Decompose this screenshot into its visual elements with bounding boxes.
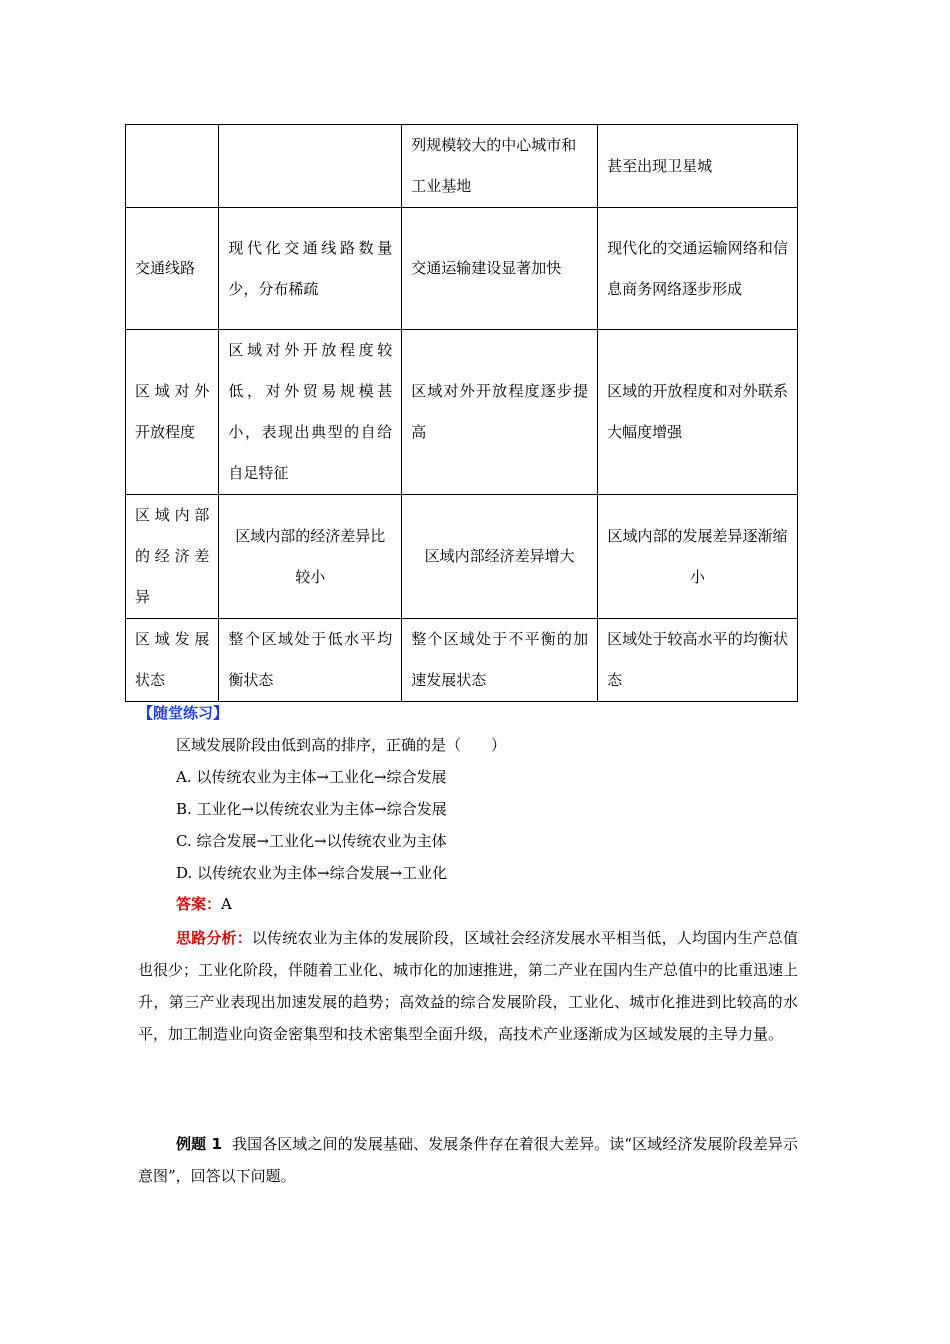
option-a: A. 以传统农业为主体→工业化→综合发展 xyxy=(176,768,447,786)
analysis-text: 以传统农业为主体的发展阶段，区域社会经济发展水平相当低，人均国内生产总值也很少；工业化阶段，伴随着工业化、城市化的加速推进，第二产业在国内生产总值中的比重迅速上升，第三产业表现出加速发展的趋势；高效益的综合发展阶段，工业化、城市化推进到比较高的水平，加工制造业向资金密集型和技术密集型全面升级，高技术产业逐渐成为区域发展的主导力量。 xyxy=(138,929,799,1043)
table-cell: 甚至出现卫星城 xyxy=(598,125,798,208)
table-cell: 现代化交通线路数量少，分布稀疏 xyxy=(219,208,402,330)
table-cell: 区域处于较高水平的均衡状态 xyxy=(598,619,798,702)
table-cell xyxy=(126,125,219,208)
analysis-label: 思路分析： xyxy=(176,929,252,947)
table-cell: 区域内部的经济差异比较小 xyxy=(219,495,402,619)
table-cell: 交通线路 xyxy=(126,208,219,330)
table-cell: 区域内部经济差异增大 xyxy=(402,495,598,619)
answer-label: 答案： xyxy=(176,895,222,913)
table-cell xyxy=(219,125,402,208)
table-cell: 区域的开放程度和对外联系大幅度增强 xyxy=(598,330,798,495)
table-cell: 区域发展状态 xyxy=(126,619,219,702)
example-paragraph xyxy=(138,1128,798,1192)
option-b: B. 工业化→以传统农业为主体→综合发展 xyxy=(176,800,447,818)
table-row xyxy=(126,495,798,619)
table-cell: 整个区域处于不平衡的加速发展状态 xyxy=(402,619,598,702)
table-row xyxy=(126,330,798,495)
table-row xyxy=(126,619,798,702)
table-cell: 区域对外开放程度 xyxy=(126,330,219,495)
table-cell: 列规模较大的中心城市和工业基地 xyxy=(402,125,598,208)
practice-heading: 【随堂练习】 xyxy=(138,704,229,722)
stage-comparison-table xyxy=(125,124,798,702)
example-text: 我国各区域之间的发展基础、发展条件存在着很大差异。读“区域经济发展阶段差异示意图”，回答以下问题。 xyxy=(138,1135,798,1185)
practice-question: 区域发展阶段由低到高的排序，正确的是（ ） xyxy=(176,736,507,754)
option-c: C. 综合发展→工业化→以传统农业为主体 xyxy=(176,832,447,850)
table-cell: 区域对外开放程度较低，对外贸易规模甚小，表现出典型的自给自足特征 xyxy=(219,330,402,495)
answer-value: A xyxy=(221,895,232,913)
table-cell: 区域对外开放程度逐步提高 xyxy=(402,330,598,495)
option-d: D. 以传统农业为主体→综合发展→工业化 xyxy=(176,864,448,882)
table-cell: 交通运输建设显著加快 xyxy=(402,208,598,330)
table-row xyxy=(126,208,798,330)
example-label: 例题 1 xyxy=(176,1135,222,1153)
table-cell: 整个区域处于低水平均衡状态 xyxy=(219,619,402,702)
table-cell: 区域内部的发展差异逐渐缩小 xyxy=(598,495,798,619)
table-cell: 现代化的交通运输网络和信息商务网络逐步形成 xyxy=(598,208,798,330)
analysis-paragraph xyxy=(138,922,798,1050)
table-row xyxy=(126,125,798,208)
answer-line xyxy=(176,891,232,917)
table-cell: 区域内部的经济差异 xyxy=(126,495,219,619)
